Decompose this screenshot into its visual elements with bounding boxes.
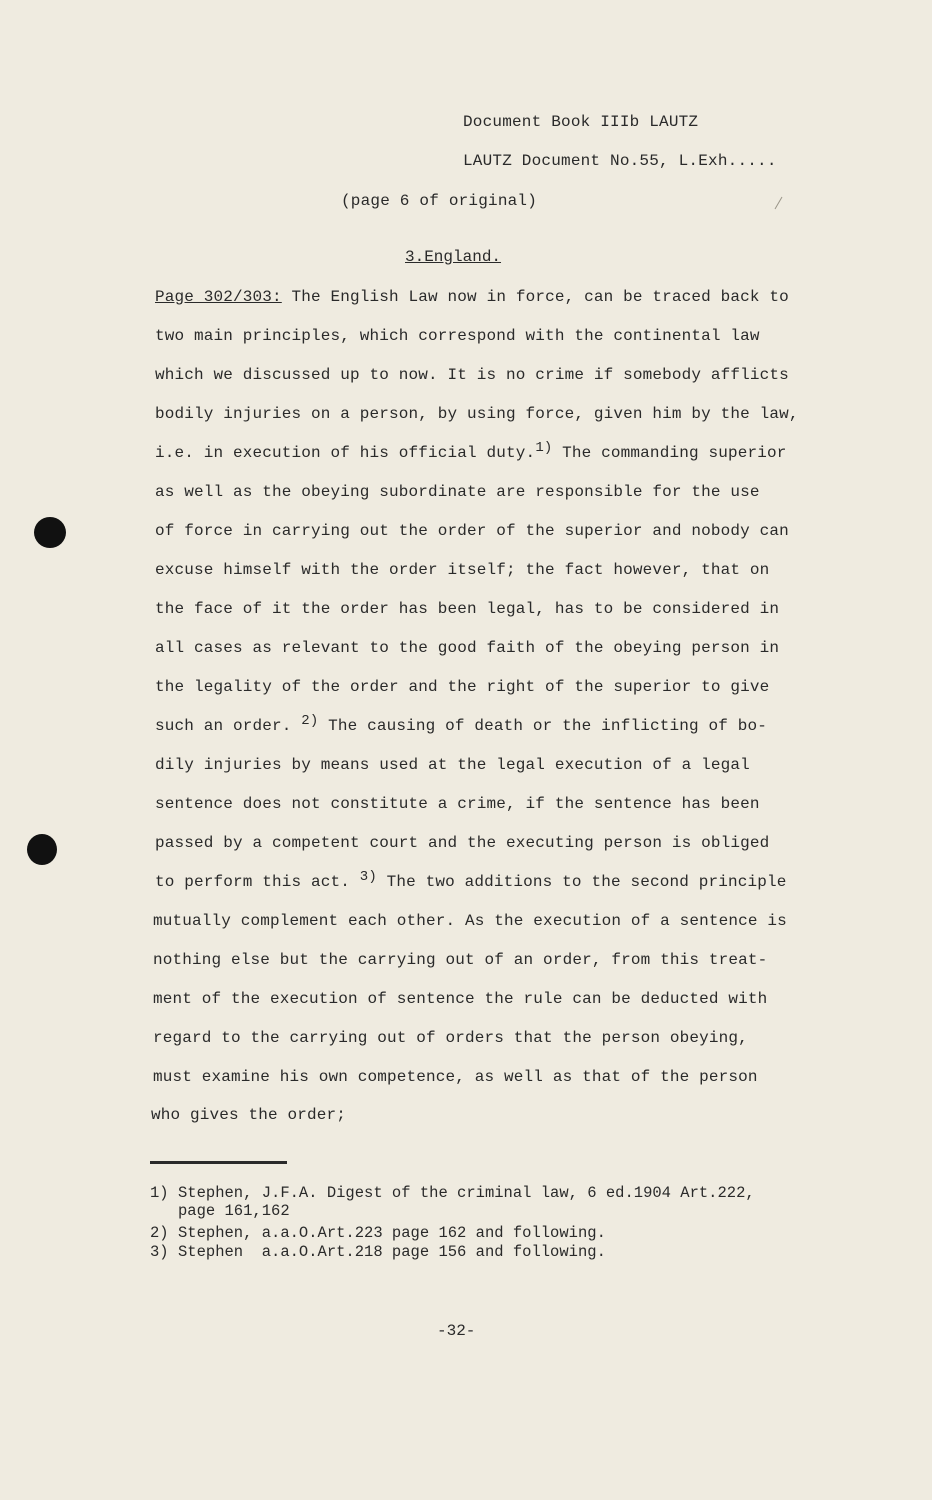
body-line: mutually complement each other. As the execution of a sentence is [153,912,787,930]
footnote-2: 2) Stephen, a.a.O.Art.223 page 162 and following. [150,1224,606,1242]
footnote-1: 1) Stephen, J.F.A. Digest of the criminal law, 6 ed.1904 Art.222, [150,1184,755,1202]
body-line: regard to the carrying out of orders that the person obeying, [153,1029,748,1047]
footnote-3: 3) Stephen a.a.O.Art.218 page 156 and following. [150,1243,606,1261]
body-line: the face of it the order has been legal, has to be considered in [155,600,780,618]
document-book-header: Document Book IIIb LAUTZ [463,113,699,131]
body-line: of force in carrying out the order of the superior and nobody can [155,522,789,540]
body-line: Page 302/303: The English Law now in force, can be traced back to [155,288,789,306]
footnote-divider [150,1161,287,1164]
page-number: -32- [437,1322,476,1340]
footnote-ref-1: 1) [535,440,553,456]
punch-hole-top [34,517,66,548]
body-line: excuse himself with the order itself; the fact however, that on [155,561,770,579]
body-line: sentence does not constitute a crime, if the sentence has been [155,795,760,813]
body-line: passed by a competent court and the executing person is obliged [155,834,770,852]
body-line: nothing else but the carrying out of an order, from this treat- [153,951,768,969]
page-reference: Page 302/303: [155,288,282,306]
body-line: who gives the order; [151,1106,347,1124]
body-line: the legality of the order and the right of the superior to give [155,678,770,696]
footnote-1-continuation: page 161,162 [178,1202,290,1220]
body-line: which we discussed up to now. It is no crime if somebody afflicts [155,366,789,384]
section-title: 3.England. [405,248,502,266]
body-line: to perform this act. $^{3)}$ The two additions to the second principle [155,869,787,891]
page-of-original: (page 6 of original) [341,192,538,210]
body-line: must examine his own competence, as well as that of the person [153,1068,758,1086]
body-line: two main principles, which correspond with the continental law [155,327,760,345]
footnote-ref-2: 2) [301,713,319,729]
body-line: dily injuries by means used at the legal execution of a legal [155,756,750,774]
body-line: ment of the execution of sentence the rule can be deducted with [153,990,768,1008]
body-line: i.e. in execution of his official duty.$^{1)}$ The commanding superior [155,440,787,462]
document-number-header: LAUTZ Document No.55, L.Exh..... [463,152,777,170]
body-line: as well as the obeying subordinate are responsible for the use [155,483,760,501]
body-line: bodily injuries on a person, by using force, given him by the law, [155,405,799,423]
punch-hole-bottom [27,834,57,865]
pencil-mark [775,197,783,210]
body-line: such an order. $^{2)}$ The causing of death or the inflicting of bo- [155,713,767,735]
body-line: all cases as relevant to the good faith of the obeying person in [155,639,780,657]
footnote-ref-3: 3) [359,869,377,885]
